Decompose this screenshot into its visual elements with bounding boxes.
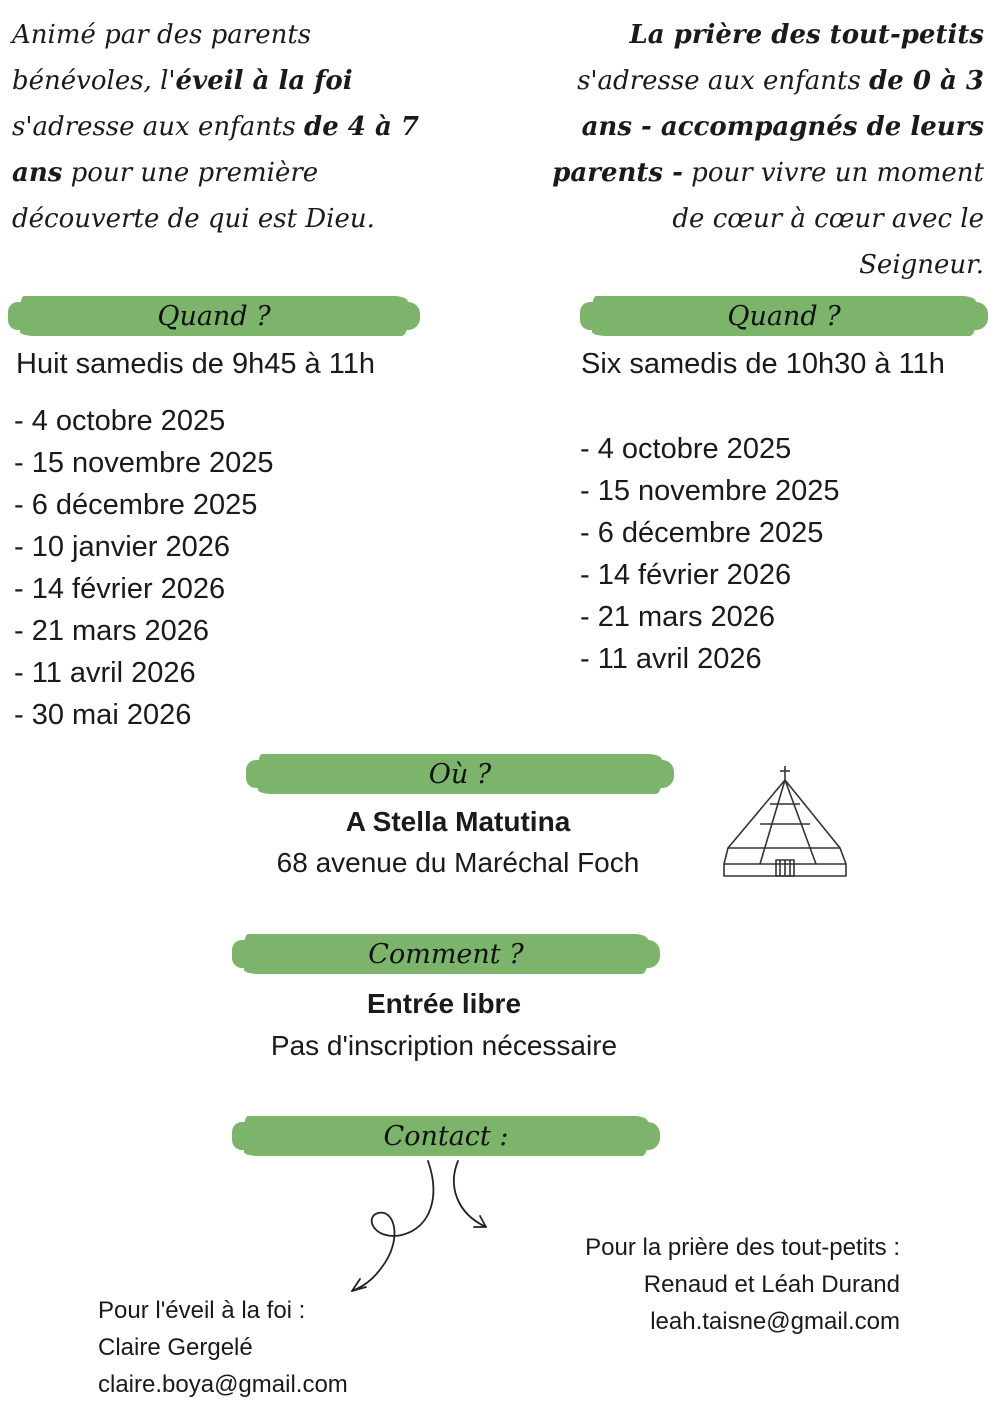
date-item: - 14 février 2026 <box>580 559 792 591</box>
date-item: - 4 octobre 2025 <box>14 405 226 437</box>
date-item: - 6 décembre 2025 <box>580 517 824 549</box>
how-block <box>214 984 674 1068</box>
schedule-right-title: Six samedis de 10h30 à 11h <box>581 348 945 380</box>
contact-left-label: Pour l'éveil à la foi : <box>98 1297 306 1324</box>
date-item: - 15 novembre 2025 <box>580 475 840 507</box>
date-item: - 11 avril 2026 <box>580 643 762 675</box>
comment-heading: Comment ? <box>368 938 524 970</box>
place-name: A Stella Matutina <box>345 806 571 837</box>
left-run: bénévoles, l' <box>12 66 176 96</box>
date-item: - 30 mai 2026 <box>14 699 192 731</box>
entry-text: Entrée libre <box>366 988 522 1019</box>
intro-priere-paragraph <box>544 12 984 288</box>
contact-right <box>585 1229 900 1340</box>
left-run: éveil à la foi <box>175 66 353 96</box>
schedule-left-dates <box>14 400 274 736</box>
ou-heading-banner <box>258 754 662 794</box>
contact-right-label: Pour la prière des tout-petits : <box>585 1234 900 1261</box>
left-run: pour une première découverte de qui est Dieu. <box>12 158 375 234</box>
place-address: 68 avenue du Maréchal Foch <box>276 847 640 878</box>
schedule-left-title: Huit samedis de 9h45 à 11h <box>16 348 375 380</box>
contact-left-name: Claire Gergelé <box>98 1334 253 1361</box>
contact-left-email[interactable]: claire.boya@gmail.com <box>98 1371 348 1398</box>
arrows-decoration <box>340 1155 510 1300</box>
contact-heading: Contact : <box>383 1120 509 1152</box>
right-run: pour vivre un moment de cœur à cœur avec le Seigneur. <box>672 158 984 280</box>
date-item: - 4 octobre 2025 <box>580 433 792 465</box>
date-item: - 10 janvier 2026 <box>14 531 231 563</box>
left-run: s'adresse aux enfants <box>12 112 305 142</box>
quand-right-heading: Quand ? <box>727 300 841 332</box>
contact-right-email[interactable]: leah.taisne@gmail.com <box>650 1308 900 1335</box>
quand-left-heading-banner <box>20 296 408 336</box>
ou-heading: Où ? <box>428 758 492 790</box>
contact-right-name: Renaud et Léah Durand <box>643 1271 900 1298</box>
contact-left <box>98 1292 348 1403</box>
date-item: - 6 décembre 2025 <box>14 489 258 521</box>
registration-note: Pas d'inscription nécessaire <box>270 1030 618 1061</box>
date-item: - 11 avril 2026 <box>14 657 196 689</box>
quand-right-heading-banner <box>592 296 976 336</box>
date-item: - 15 novembre 2025 <box>14 447 274 479</box>
left-run: de 4 à 7 ans <box>12 112 419 188</box>
where-block <box>228 802 688 884</box>
date-item: - 14 février 2026 <box>14 573 226 605</box>
intro-eveil-paragraph <box>12 12 432 242</box>
left-run: Animé par des parents <box>12 20 312 50</box>
schedule-right-dates <box>580 428 840 680</box>
date-item: - 21 mars 2026 <box>580 601 776 633</box>
right-run: s'adresse aux enfants <box>577 66 870 96</box>
church-icon <box>720 764 850 882</box>
contact-heading-banner <box>244 1116 648 1156</box>
right-run: La prière des tout-petits <box>629 20 984 50</box>
quand-left-heading: Quand ? <box>157 300 271 332</box>
date-item: - 21 mars 2026 <box>14 615 210 647</box>
comment-heading-banner <box>244 934 648 974</box>
right-run: de 0 à 3 ans - accompagnés de leurs parents - <box>552 66 984 188</box>
